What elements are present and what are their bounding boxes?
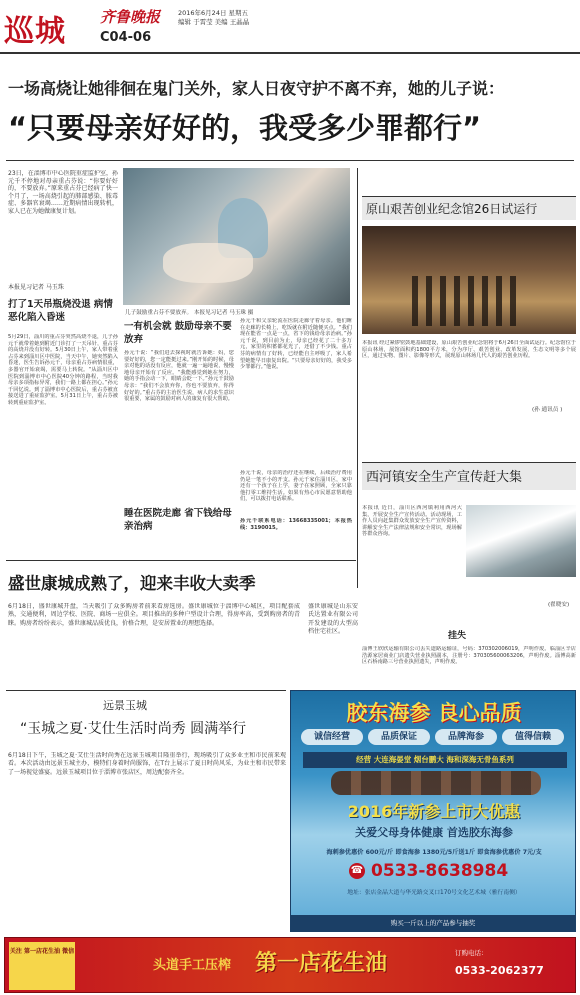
box1-photo-people xyxy=(412,276,522,326)
story1-byline: 本报见习记者 马玉珠 xyxy=(8,284,64,291)
section-title: 巡城 xyxy=(4,14,66,49)
oil-ad-brand: 第一店花生油 xyxy=(255,951,388,976)
seafood-prices: 海刺参优惠价 600元/斤 即食海参 1380元/5斤送1斤 即食海参优惠价 7元/支 xyxy=(326,849,542,856)
seafood-ad-brand: 胶东海参 良心品质 xyxy=(346,700,522,725)
story1-subhead1: 打了1天吊瓶烧没退 病情恶化陷入昏迷 xyxy=(8,299,113,323)
box1-body: 本报讯 经过紧锣密鼓地基础建设，原山艰苦创业纪念馆将于6月26日全面试运行。纪念馆位于原山林场，展馆面积约1800平方米，分为序厅、艰苦创业、改革发展、生态文明等多个展区，通过实物、图片、影像等形式，展现原山林场几代人的艰苦创业历程。 xyxy=(362,340,576,360)
seafood-pill-4: 值得信赖 xyxy=(502,729,564,745)
story2-body: 6月18日，盛世康城开盘，当天吸引了众多购房者前来看房选房。盛世康城位于淄博中心城区，项目配套成熟，交通便利，周边学校、医院、商场一应俱全。项目推出的多种户型设计合理，得房率高，受到购房者的青睐。购房者纷纷表示，盛世康城品质优良，价格合理，是安居置业的理想选择。 xyxy=(8,603,300,627)
story1-subhead2: 一有机会就 鼓励母亲不要放弃 xyxy=(124,321,232,345)
photo-caption: 儿子鼓励重占芬不要放弃。 本报见习记者 马玉珠 摄 xyxy=(125,310,254,316)
seafood-photo xyxy=(331,771,541,795)
box2-credit: (翟晓安) xyxy=(548,602,570,608)
seafood-pill-1: 诚信经营 xyxy=(301,729,363,745)
box1-title: 原山艰苦创业纪念馆26日试运行 xyxy=(366,202,538,216)
seafood-ad xyxy=(290,690,576,932)
seafood-shops: 经营 大连海晏堂 烟台鹏大 海和深海无骨鱼系列 xyxy=(303,752,567,768)
story1-col3: 孙元千说，母亲的治疗还在继续，后续治疗费用仍是一笔不小的开支。孙元千家住淄川区，家中还有一个孩子在上学，妻子在家照顾，全家只靠他打零工维持生活。如果有热心市民愿意帮助他们，可以拨打电话联系。 xyxy=(240,470,352,503)
oil-ad-subtitle: 头道手工压榨 xyxy=(153,958,232,973)
masthead-rule xyxy=(0,52,580,54)
story1-headline: “只要母亲好好的，我受多少罪都行” xyxy=(8,111,482,145)
seafood-address: 地址：张店金晶大道与华光路交叉口170号文化艺术城（雅行南侧） xyxy=(347,890,521,896)
seafood-phone: 0533-8638984 xyxy=(371,861,509,881)
story1-col2b: 孙元千和父亲轮流在医院走廊守着母亲。他们睡在走廊的长椅上，吃饭就在附近随便买点。“我们现在能省一点是一点，省下的钱给母亲治病。”孙元千说，到目前为止，母亲已经花了二十多万元，家里的积蓄都花光了，还借了不少钱。重占芬的病情有了好转，已经能自主呼吸了，家人希望她能早日康复出院。“只要母亲好好的，我受多少罪都行。”他说。 xyxy=(240,318,352,371)
story1-contact: 孙元千联系电话：13668335001；本报热线：3190015。 xyxy=(240,518,352,531)
oil-ad-qr-text: 关注 第一店花生油 微信 xyxy=(9,948,75,955)
story3-rule-top xyxy=(6,690,286,691)
masthead xyxy=(0,0,580,54)
story3-headline: “玉城之夏·艾仕生活时尚秀 圆满举行 xyxy=(20,721,247,737)
story2-headline: 盛世康城成熟了，迎来丰收大卖季 xyxy=(8,574,256,593)
oil-ad-qr xyxy=(9,942,75,990)
notice-title: 挂失 xyxy=(448,631,467,641)
oil-ad-phone: 0533-2062377 xyxy=(455,964,544,977)
seafood-footer: 购买一斤以上的产品参与抽奖 xyxy=(291,915,575,931)
hospital-photo xyxy=(123,168,350,305)
box1-photo xyxy=(362,226,576,334)
seafood-tagline: 关爱父母身体健康 首选胶东海参 xyxy=(355,826,513,839)
box1-header xyxy=(362,196,576,220)
seafood-phone-icon: ☎ xyxy=(349,863,365,879)
seafood-pill-3: 品牌海参 xyxy=(435,729,497,745)
oil-ad xyxy=(4,937,576,993)
box2-header xyxy=(362,462,576,490)
notice-body: 淄博王欣欣运输有限公司丢失道路运输证，号码：370302006019，声明作废。临淄区辛店浩源家居商业门店遗失营业执照副本，注册号：370305600063206，声明作废。淄博高新区石桥南路三号营业执照遗失，声明作废。 xyxy=(362,646,576,666)
seafood-slogan: 2016年新参上市大优惠 xyxy=(347,802,521,821)
box2-body: 本报讯 近日，淄川区西河镇利用西河大集，开展安全生产宣传活动。活动现场，工作人员向赶集群众发放安全生产宣传资料，讲解安全生产法律法规和安全常识，现场解答群众咨询。 xyxy=(362,505,462,538)
story1-lead: 23日，在淄博市中心医院重症监护室，孙元千不停地对母亲重占芬说：“你要好好的，不要放弃。”原来重占芬已经病了快一个月了，一场高烧引起的肺部感染、脓毒症、多器官衰竭……近期病情出现转机，家人已在为她做康复计划。 xyxy=(8,170,118,215)
story1-kicker: 一场高烧让她徘徊在鬼门关外，家人日夜守护不离不弃，她的儿子说： xyxy=(8,79,505,98)
date-line: 2016年6月24日 星期五 xyxy=(178,9,249,17)
headline-rule xyxy=(6,160,574,161)
right-column-rule xyxy=(357,168,358,588)
story1-col1: 5月29日，淄川的重占芬突然高烧不退，儿子孙元千就带着她到附近门诊打了一天吊针，重占芬的高烧并没有好转。5月30日上午，家人带着重占芬来到淄川区中医院，当天中午，她突然陷入昏迷，医生告诉孙元千，母亲重占芬病情很重，多器官开始衰竭，需要马上转院。“从淄川区中医院到淄博市中心医院40分钟的路程，当时我母亲多项指标异常，我们一路上都在担心。”孙元千回忆说。到了淄博市中心医院后，重占芬被直接送进了重症监护室。5月31日上午，重占芬被转到重症监护室。 xyxy=(8,334,118,406)
box2-photo xyxy=(466,505,576,577)
story2-rule-top xyxy=(6,560,356,561)
oil-ad-phone-label: 订购电话： xyxy=(455,949,488,957)
story1-subhead3: 睡在医院走廊 省下钱给母亲治病 xyxy=(124,508,232,532)
story2-footer: 盛世康城是山东安氏达置业有限公司开发建设的大型高档住宅社区。 xyxy=(308,603,358,636)
story3-kicker: 远景玉城 xyxy=(103,699,147,712)
story3-body: 6月18日下午，玉城之夏·艾仕生活时尚秀在远景玉城项目隆重举行，现场吸引了众多业主和市民前来观看。本次活动由远景玉城主办，模特们身着时尚服饰，在T台上展示了夏日时尚风采，为业主和市民带来了一场视觉盛宴。远景玉城项目位于淄博市张店区，周边配套齐全。 xyxy=(8,752,286,776)
photo-figure-patient xyxy=(163,243,253,283)
box2-title: 西河镇安全生产宣传赶大集 xyxy=(366,470,523,485)
editors-line: 编辑 于霄莹 美编 王晶晶 xyxy=(178,18,250,26)
story1-col2: 孙元千说：“我们进去探视时就告诉她：妈，您要好好的，您一定能挺过来。”刚开始的时候，母亲对他的话没有反应，他就一遍一遍地说，慢慢地母亲开始有了反应。“我能感觉到她在努力，她的手指会动一下，眼睛会眨一下。”孙元千鼓励母亲：“我们不会放弃你，你也不要放弃，你得好好的。”重占芬的主治医生说，病人的求生意识很重要，家属的鼓励对病人的康复有很大帮助。 xyxy=(124,350,234,403)
newspaper-logo: 齐鲁晚报 xyxy=(100,8,161,26)
page-code: C04-06 xyxy=(100,30,152,45)
box1-credit: (孙 通讯员 ) xyxy=(532,407,563,413)
seafood-pill-2: 品质保证 xyxy=(368,729,430,745)
